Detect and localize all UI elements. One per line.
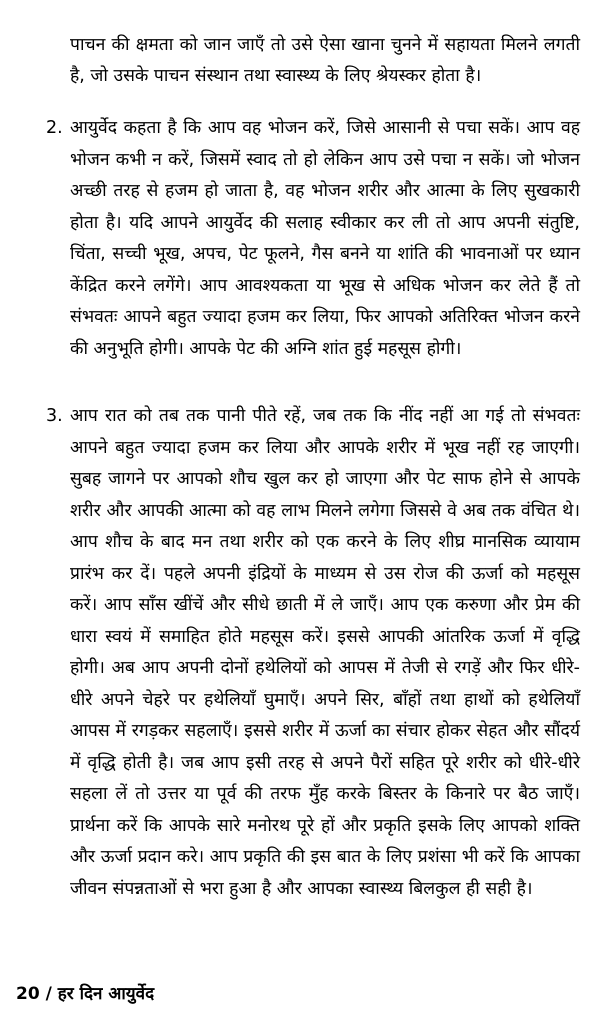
numbered-paragraph-2 bbox=[46, 113, 580, 365]
paragraph-number: 3. bbox=[46, 406, 63, 426]
paragraph-number: 2. bbox=[46, 118, 63, 138]
paragraph-text: आयुर्वेद कहता है कि आप वह भोजन करें, जिसे आसानी से पचा सकें। आप वह भोजन कभी न करें, जिसमें स्वाद तो हो लेकिन आप उसे पचा न सकें। जो भोजन अच्छी तरह से हजम हो जाता है, वह भोजन शरीर और आत्मा के लिए सुखकारी होता है। यदि आपने आयुर्वेद की सलाह स्वीकार कर ली तो आप अपनी संतुष्टि, चिंता, सच्ची भूख, अपच, पेट फूलने, गैस बनने या शांति की भावनाओं पर ध्यान केंद्रित करने लगेंगे। आप आवश्यकता या भूख से अधिक भोजन कर लेते हैं तो संभवतः आपने बहुत ज्यादा हजम कर लिया, फिर आपको अतिरिक्त भोजन करने की अनुभूति होगी। आपके पेट की अग्नि शांत हुई महसूस होगी। bbox=[70, 118, 580, 359]
page-footer: 20 / हर दिन आयुर्वेद bbox=[16, 984, 155, 1004]
numbered-paragraph-3 bbox=[46, 401, 580, 905]
continuation-paragraph: पाचन की क्षमता को जान जाएँ तो उसे ऐसा खाना चुनने में सहायता मिलने लगती है, जो उसके पाचन संस्थान तथा स्वास्थ्य के लिए श्रेयस्कर होता है। bbox=[70, 34, 580, 86]
paragraph-text: आप रात को तब तक पानी पीते रहें, जब तक कि नींद नहीं आ गई तो संभवतः आपने बहुत ज्यादा हजम कर लिया और आपके शरीर में भूख नहीं रह जाएगी। सुबह जागने पर आपको शौच खुल कर हो जाएगा और पेट साफ होने से आपके शरीर और आपकी आत्मा को वह लाभ मिलने लगेगा जिससे वे अब तक वंचित थे। आप शौच के बाद मन तथा शरीर को एक करने के लिए शीघ्र मानसिक व्यायाम प्रारंभ कर दें। पहले अपनी इंद्रियों के माध्यम से उस रोज की ऊर्जा को महसूस करें। आप साँस खींचें और सीधे छाती में ले जाएँ। आप एक करुणा और प्रेम की धारा स्वयं में समाहित होते महसूस करें। इससे आपकी आंतरिक ऊर्जा में वृद्धि होगी। अब आप अपनी दोनों हथेलियों को आपस में तेजी से रगड़ें और फिर धीरे-धीरे अपने चेहरे पर हथेलियाँ घुमाएँ। अपने सिर, बाँहों तथा हाथों को हथेलियाँ आपस में रगड़कर सहलाएँ। इससे शरीर में ऊर्जा का संचार होकर सेहत और सौंदर्य में वृद्धि होती है। जब आप इसी तरह से अपने पैरों सहित पूरे शरीर को धीरे-धीरे सहला लें तो उत्तर या पूर्व की तरफ मुँह करके बिस्तर के किनारे पर बैठ जाएँ। प्रार्थना करें कि आपके सारे मनोरथ पूरे हों और प्रकृति इसके लिए आपको शक्ति और ऊर्जा प्रदान करे। आप प्रकृति की इस बात के लिए प्रशंसा भी करें कि आपका जीवन संपन्नताओं से भरा हुआ है और आपका स्वास्थ्य बिलकुल ही सही है। bbox=[70, 406, 580, 899]
